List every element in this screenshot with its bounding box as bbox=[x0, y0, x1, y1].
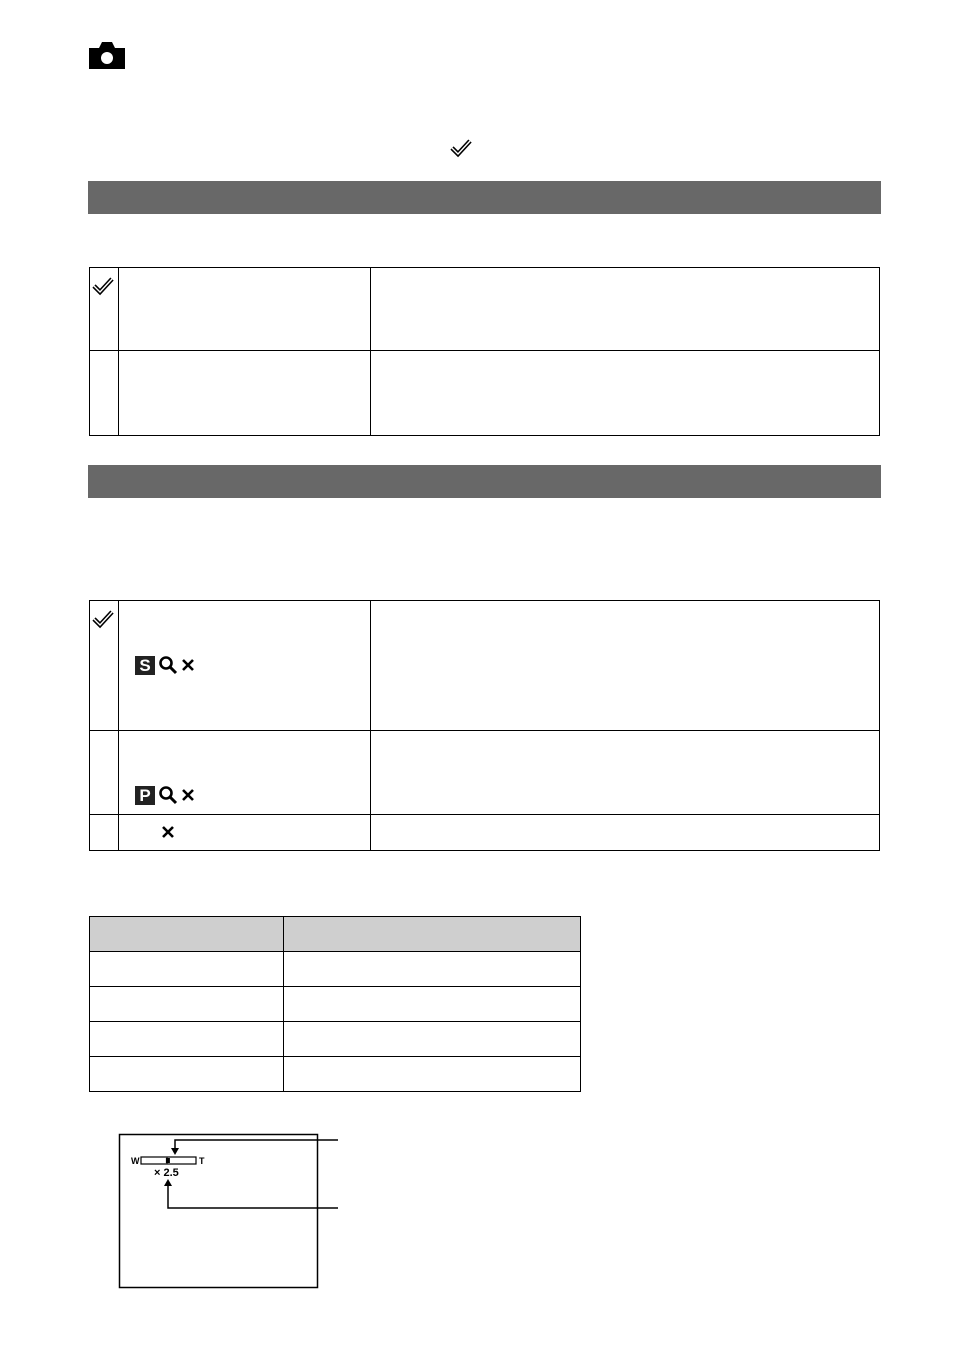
column-header bbox=[90, 917, 284, 952]
option-name-cell bbox=[119, 601, 371, 731]
option-name-cell bbox=[119, 351, 371, 436]
table-row bbox=[90, 268, 880, 351]
option-name-cell bbox=[119, 731, 371, 815]
lcd-screen-illustration bbox=[118, 1133, 348, 1291]
magnifier-icon bbox=[158, 785, 178, 805]
mode-badge: P bbox=[135, 786, 155, 805]
zoom-position-marker bbox=[166, 1158, 170, 1163]
default-marker-cell bbox=[90, 815, 119, 851]
default-marker-cell bbox=[90, 268, 119, 351]
zoom-value-readout: × 2.5 bbox=[154, 1167, 179, 1179]
table-cell bbox=[284, 952, 581, 987]
default-marker-cell bbox=[90, 731, 119, 815]
precision-zoom-indicator bbox=[135, 785, 370, 805]
table-row bbox=[90, 1057, 581, 1092]
table-header-row bbox=[90, 917, 581, 952]
section-header-bar bbox=[88, 181, 881, 214]
table-cell bbox=[284, 1022, 581, 1057]
smart-zoom-indicator bbox=[135, 655, 370, 675]
times-icon bbox=[161, 825, 370, 839]
magnifier-icon bbox=[158, 655, 178, 675]
table-cell bbox=[90, 1022, 284, 1057]
mode-badge: S bbox=[135, 656, 155, 675]
option-description-cell bbox=[371, 815, 880, 851]
option-description-cell bbox=[371, 601, 880, 731]
option-description-cell bbox=[371, 731, 880, 815]
table-row bbox=[90, 952, 581, 987]
table-cell bbox=[90, 1057, 284, 1092]
column-header bbox=[284, 917, 581, 952]
table-row bbox=[90, 601, 880, 731]
times-icon bbox=[181, 658, 195, 672]
table-cell bbox=[284, 1057, 581, 1092]
option-name-cell bbox=[119, 815, 371, 851]
table-row bbox=[90, 731, 880, 815]
table-row bbox=[90, 351, 880, 436]
checkmark-icon bbox=[450, 138, 472, 158]
table-row bbox=[90, 1022, 581, 1057]
times-icon bbox=[181, 788, 195, 802]
options-table-2 bbox=[89, 600, 880, 851]
zoom-range-table bbox=[89, 916, 581, 1092]
default-marker-cell bbox=[90, 351, 119, 436]
camera-icon bbox=[88, 40, 126, 70]
option-description-cell bbox=[371, 268, 880, 351]
zoom-bar-wide-label: W bbox=[131, 1156, 140, 1166]
zoom-bar-tele-label: T bbox=[199, 1156, 205, 1166]
table-row bbox=[90, 987, 581, 1022]
options-table-1 bbox=[89, 267, 880, 436]
section-header-bar bbox=[88, 465, 881, 498]
default-marker-cell bbox=[90, 601, 119, 731]
table-row bbox=[90, 815, 880, 851]
checkmark-icon bbox=[92, 276, 114, 296]
checkmark-icon bbox=[92, 609, 114, 629]
option-name-cell bbox=[119, 268, 371, 351]
table-cell bbox=[90, 987, 284, 1022]
table-cell bbox=[90, 952, 284, 987]
table-cell bbox=[284, 987, 581, 1022]
option-description-cell bbox=[371, 351, 880, 436]
